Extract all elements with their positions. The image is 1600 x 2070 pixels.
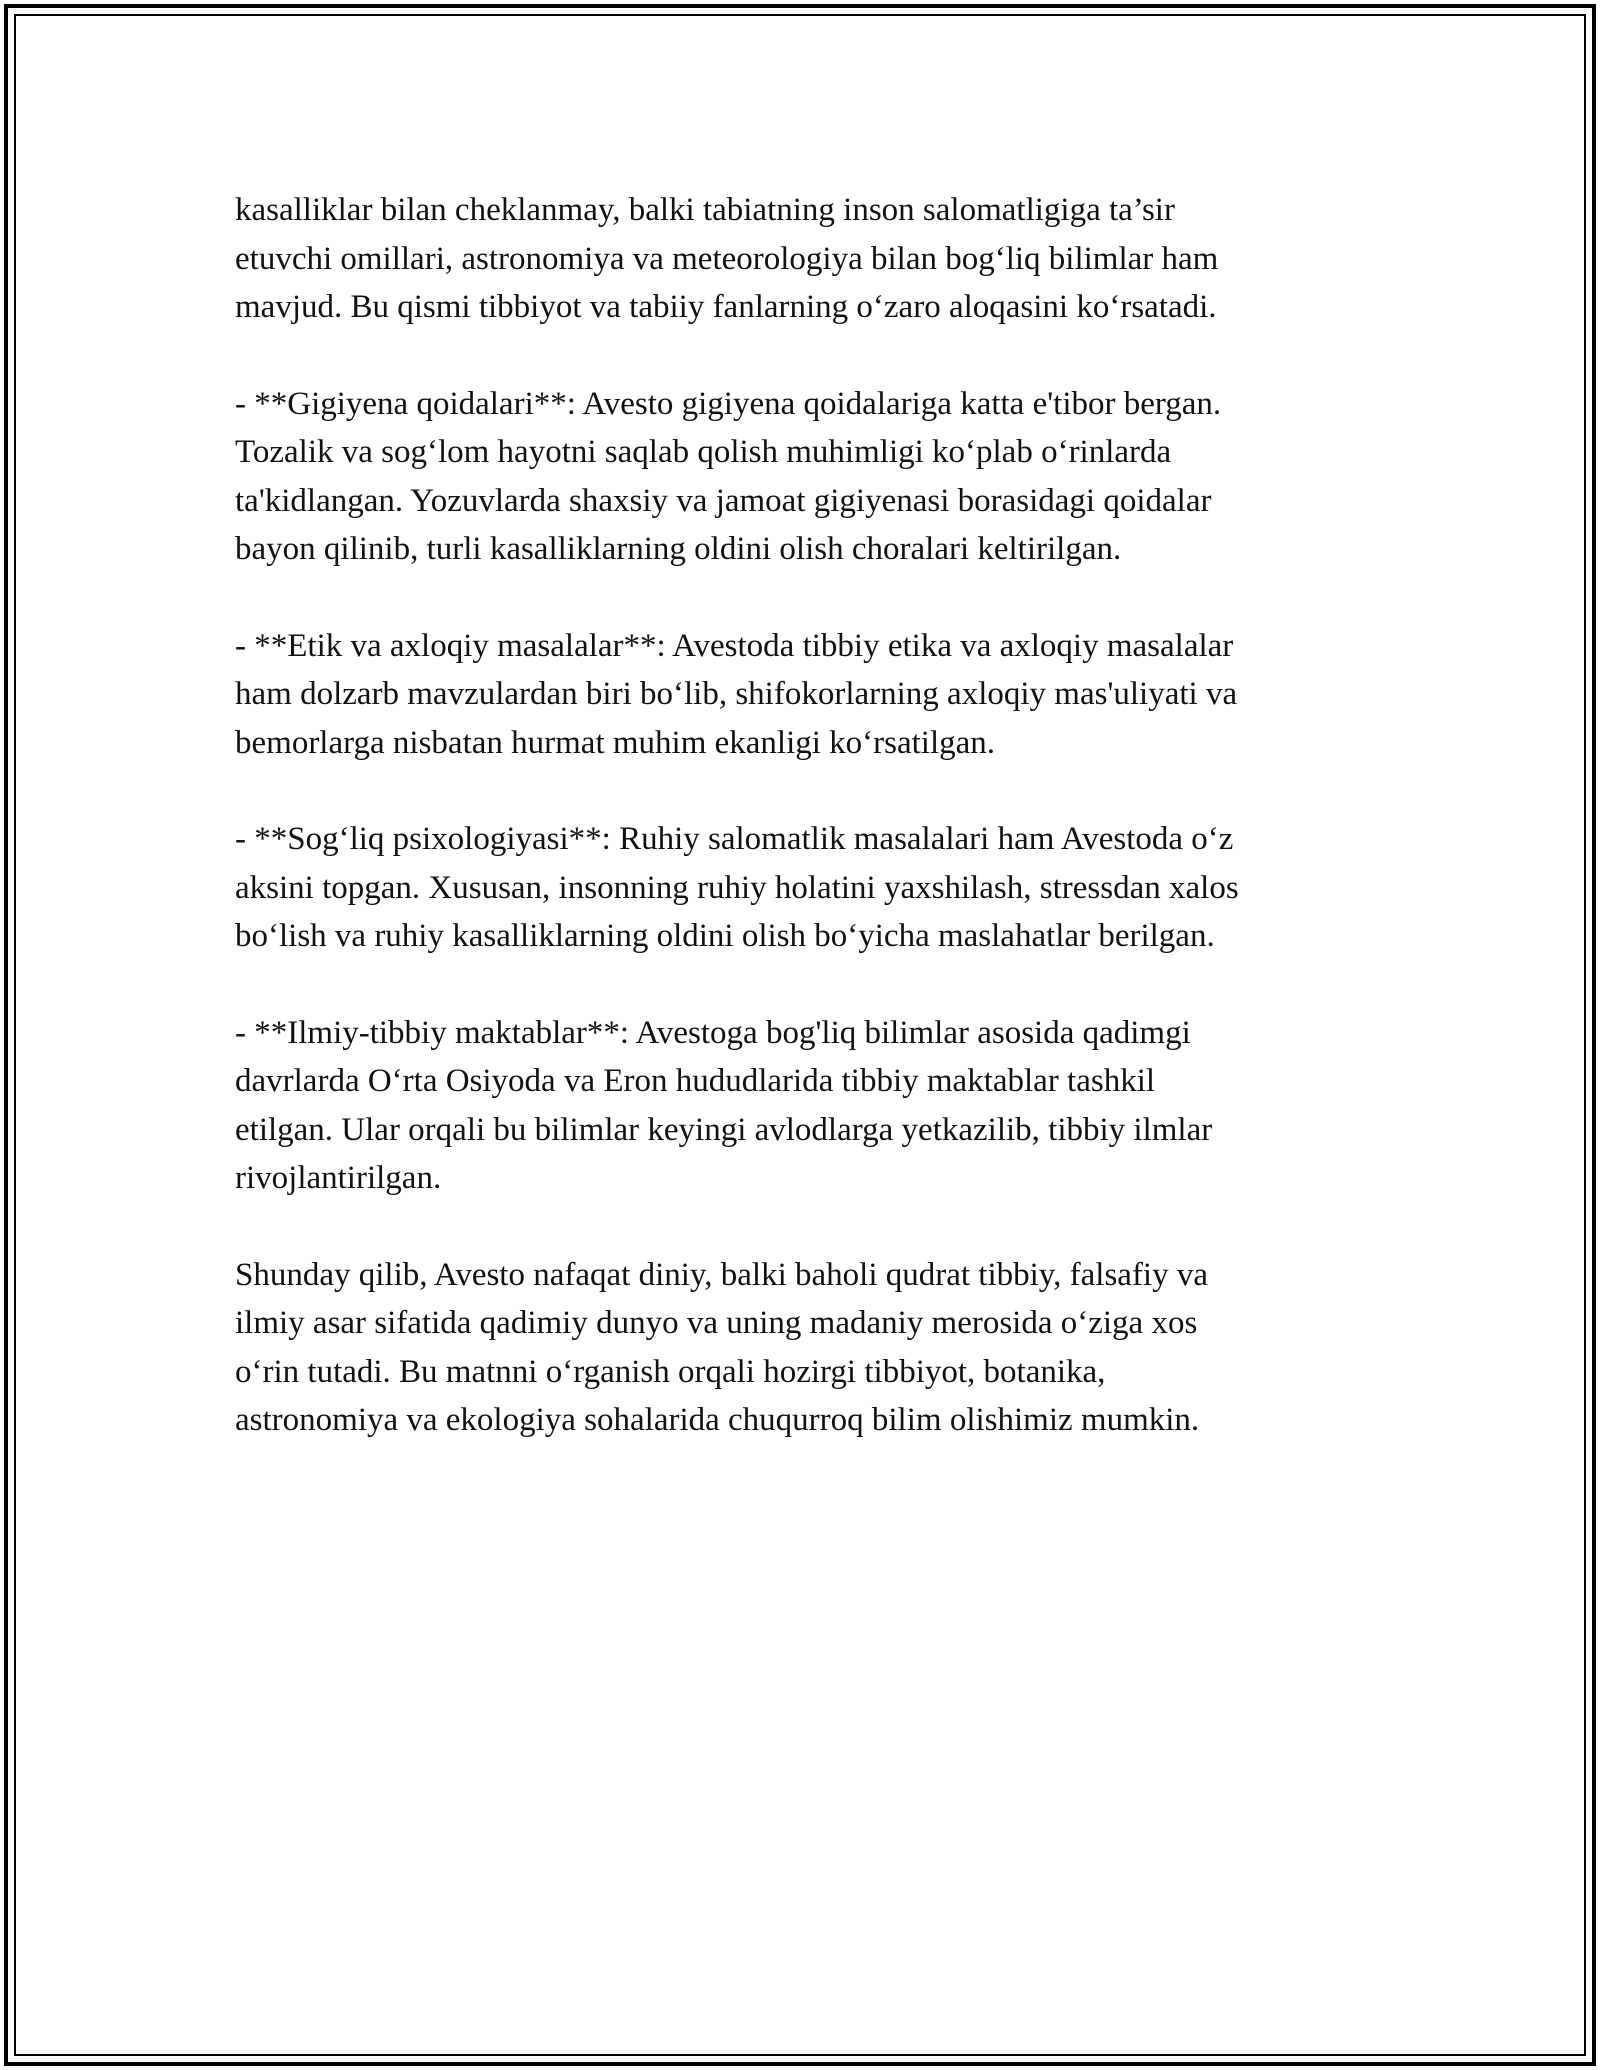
text-line: ilmiy asar sifatida qadimiy dunyo va uning madaniy merosida o‘ziga xos [235, 1305, 1198, 1341]
paragraph-schools [235, 1009, 1385, 1203]
paragraph-conclusion [235, 1251, 1385, 1445]
text-line: davrlarda O‘rta Osiyoda va Eron hududlarida tibbiy maktablar tashkil [235, 1063, 1156, 1099]
text-line: etilgan. Ular orqali bu bilimlar keyingi avlodlarga yetkazilib, tibbiy ilmlar [235, 1111, 1213, 1148]
text-line: o‘rin tutadi. Bu matnni o‘rganish orqali hozirgi tibbiyot, botanika, [235, 1353, 1106, 1390]
paragraph-intro [235, 186, 1385, 332]
text-line: aksini topgan. Xususan, insonning ruhiy holatini yaxshilash, stressdan xalos [235, 869, 1239, 906]
text-line: Shunday qilib, Avesto nafaqat diniy, balki baholi qudrat tibbiy, falsafiy va [235, 1256, 1209, 1293]
text-line: bemorlarga nisbatan hurmat muhim ekanligi ko‘rsatilgan. [235, 724, 996, 761]
document-body [235, 186, 1385, 1493]
text-line: astronomiya va ekologiya sohalarida chuqurroq bilim olishimiz mumkin. [235, 1402, 1200, 1438]
text-line: - **Ilmiy-tibbiy maktablar**: Avestoga bog'liq bilimlar asosida qadimgi [235, 1014, 1191, 1051]
text-line: - **Etik va axloqiy masalalar**: Avestoda tibbiy etika va axloqiy masalalar [235, 627, 1234, 664]
text-line: ham dolzarb mavzulardan biri bo‘lib, shifokorlarning axloqiy mas'uliyati va [235, 676, 1238, 712]
paragraph-psychology [235, 815, 1385, 961]
text-line: ta'kidlangan. Yozuvlarda shaxsiy va jamoat gigiyenasi borasidagi qoidalar [235, 482, 1212, 519]
paragraph-ethics [235, 622, 1385, 768]
text-line: kasalliklar bilan cheklanmay, balki tabiatning inson salomatligiga ta’sir [235, 192, 1175, 228]
text-line: bayon qilinib, turli kasalliklarning oldini olish choralari keltirilgan. [235, 531, 1122, 567]
text-line: mavjud. Bu qismi tibbiyot va tabiiy fanlarning o‘zaro aloqasini ko‘rsatadi. [235, 289, 1217, 325]
text-line: bo‘lish va ruhiy kasalliklarning oldini olish bo‘yicha maslahatlar berilgan. [235, 918, 1215, 954]
text-line: - **Sog‘liq psixologiyasi**: Ruhiy salomatlik masalalari ham Avestoda o‘z [235, 821, 1234, 857]
text-line: etuvchi omillari, astronomiya va meteorologiya bilan bog‘liq bilimlar ham [235, 240, 1219, 277]
text-line: - **Gigiyena qoidalari**: Avesto gigiyena qoidalariga katta e'tibor bergan. [235, 385, 1222, 422]
text-line: rivojlantirilgan. [235, 1160, 442, 1196]
text-line: Tozalik va sog‘lom hayotni saqlab qolish muhimligi ko‘plab o‘rinlarda [235, 434, 1172, 470]
paragraph-hygiene [235, 380, 1385, 574]
